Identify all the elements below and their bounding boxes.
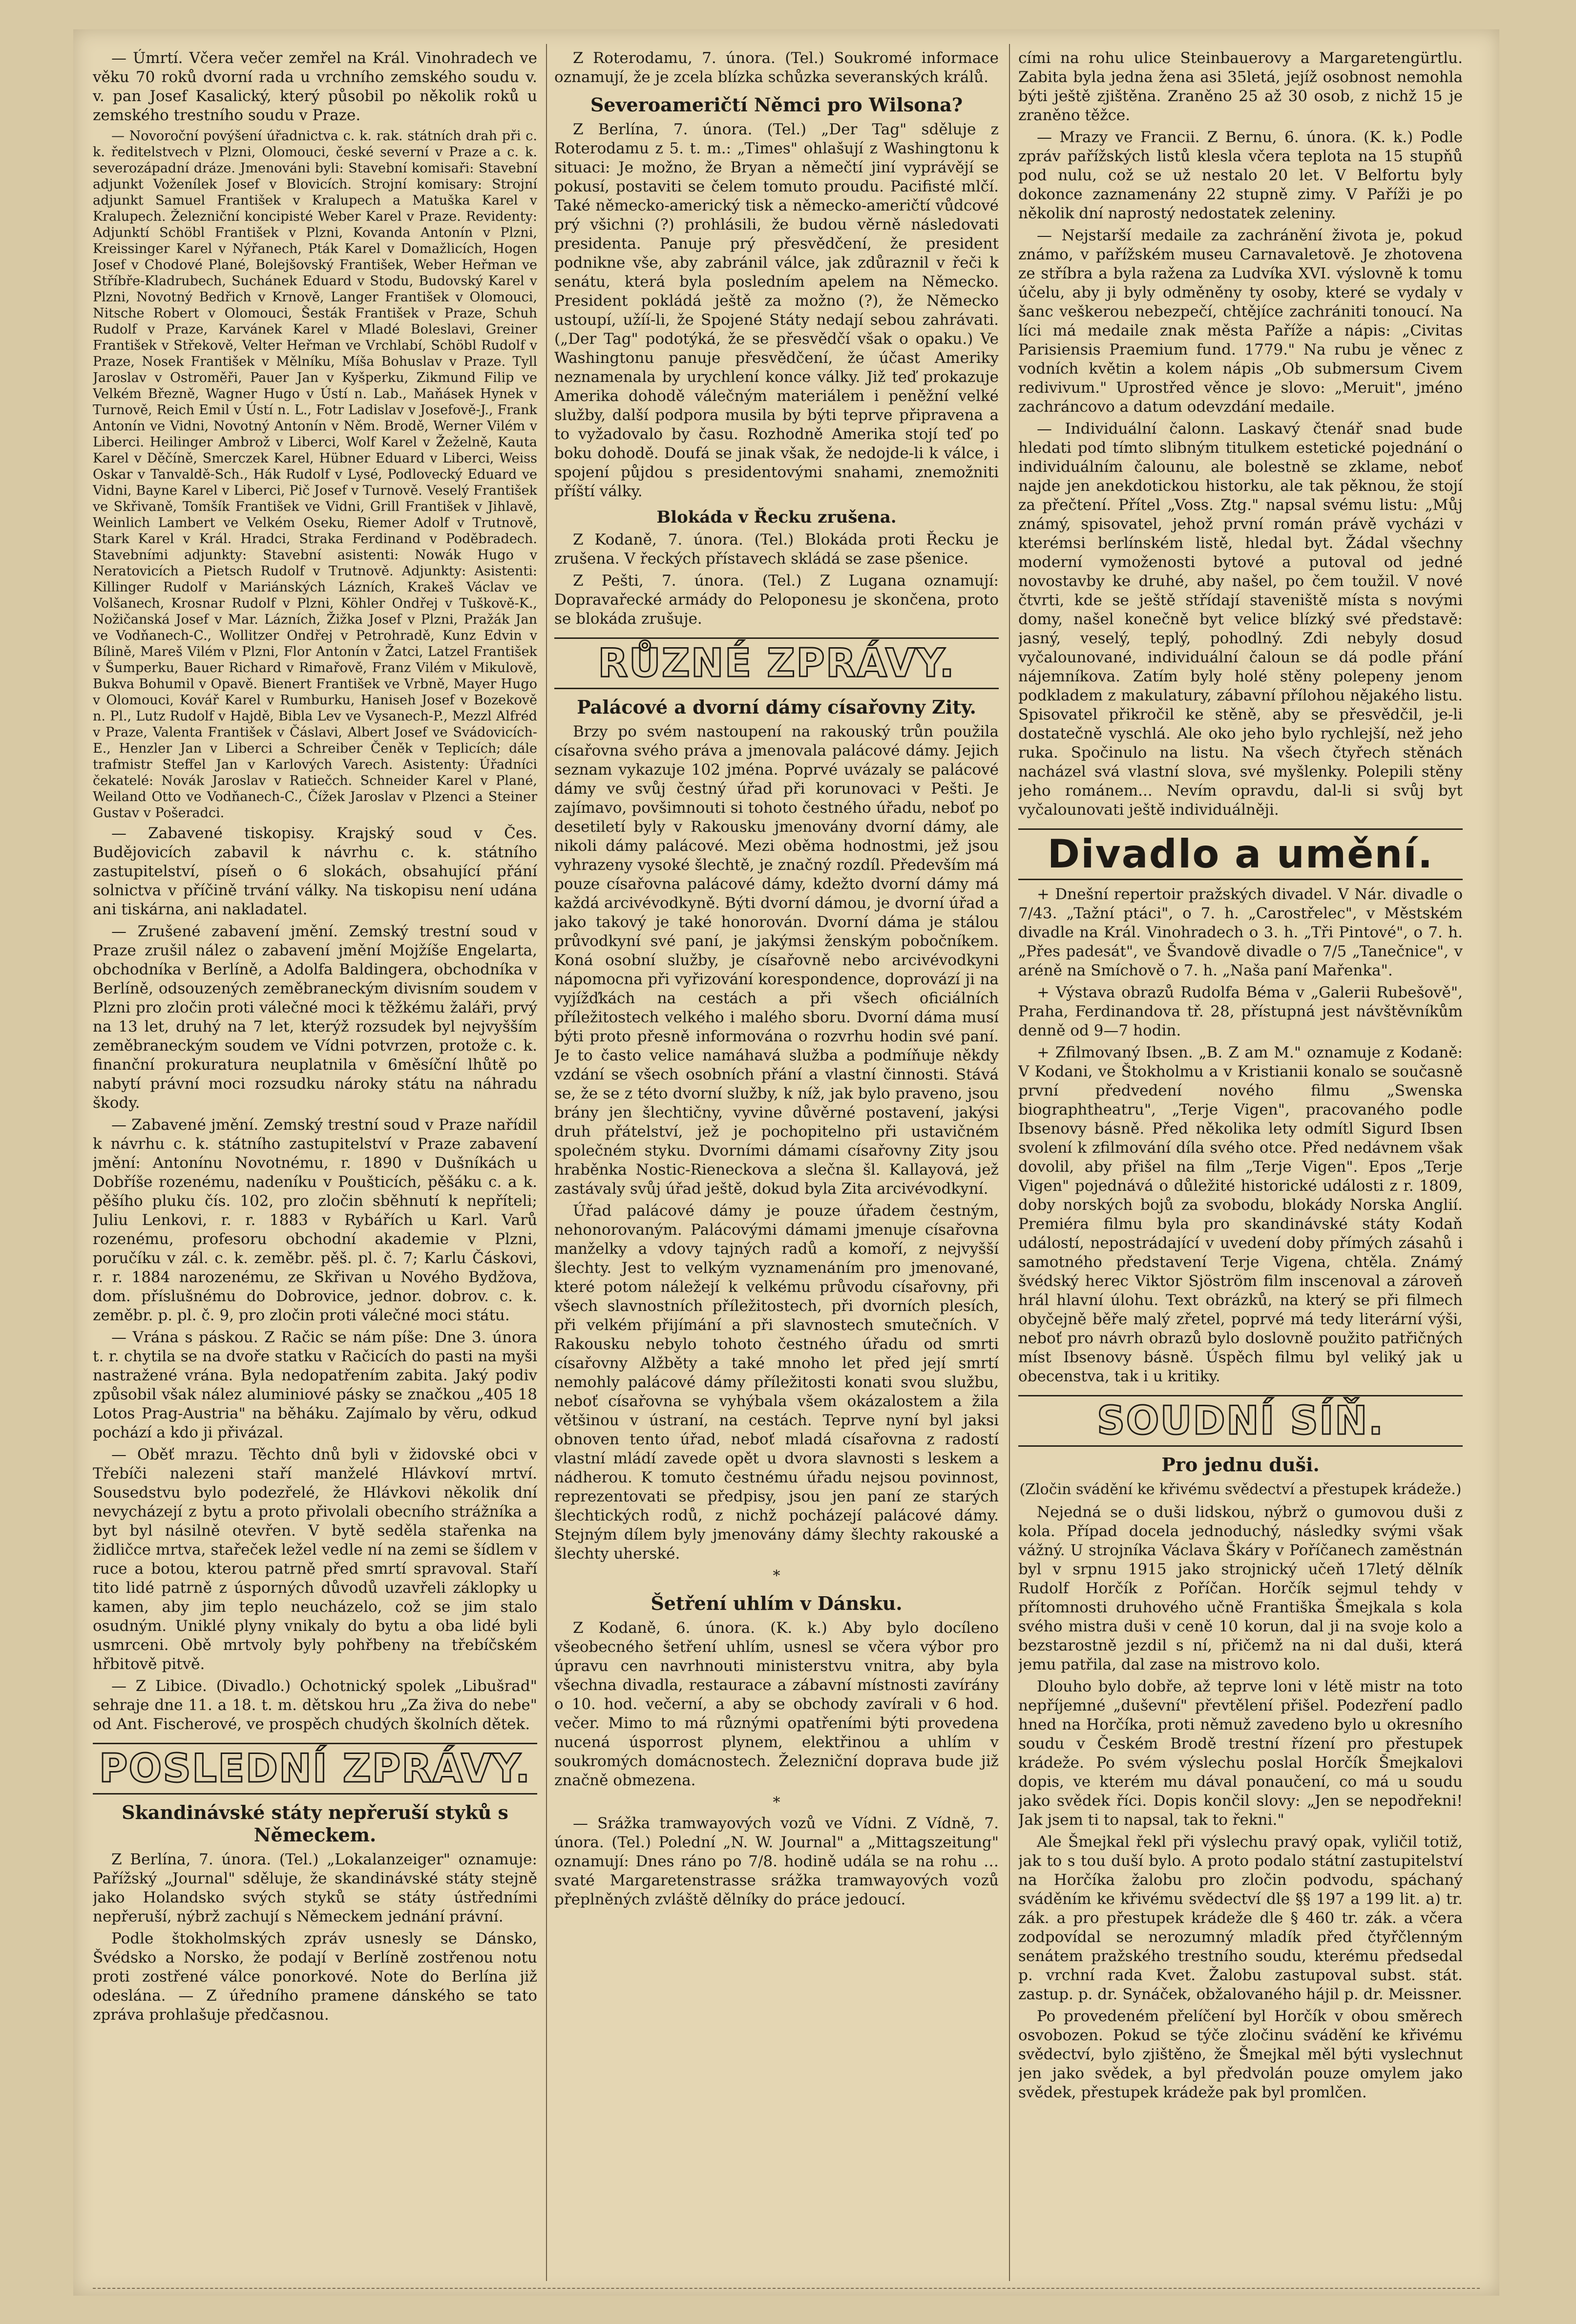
notice-frost-victims: — Oběť mrazu. Těchto dnů byli v židovské obci v Třebíči nalezeni staří manželé Hlávkoví mrtví. Sousedstvu bylo podezřelé, že Hlávkovi několik dní nevycházejí z bytu a proto přivolali obecního strážníka a byt byl násilně otevřen. V bytě seděla stařenka na židličce mrtva, stařeček ležel vedle ní na zemi se šídlem v ruce a botou, kterou patrně před smrtí spravoval. Staří tito lidé patrně z úsporných důvodů uzavřeli záklopky u kamen, aby jim teplo neucházelo, což se jim stalo osudným. Uniklé plyny vnikaly do bytu a oba lidé byli usmrceni. Obě mrtvoly byly pohřbeny na třebíčském hřbitově pitvě. (93, 1446, 537, 1673)
article-heading-german-americans: Severoameričtí Němci pro Wilsona? (590, 94, 963, 116)
section-heading-latest-news: POSLEDNÍ ZPRÁVY. (93, 1743, 537, 1795)
notice-death: — Úmrtí. Včera večer zemřel na Král. Vinohradech ve věku 70 roků dvorní rada u vrchního zemského soudu v. v. pan Josef Kasalický, který působil po několik roků u zemského trestního soudu v Praze. (93, 49, 537, 124)
article-one-tube-p2: Dlouho bylo dobře, až teprve loni v létě mistr na toto nepříjemné „duševní" převtělení přišel. Podezření padlo hned na Horčíka, proti němuž zavedeno bylo u okresního soudu v Českém Brodě trestní řízení pro přestupek krádeže. Po svém výslechu poslal Horčík Šmejkalovi dopis, ve kterém mu dával ponaučení, co má u soudu jako svědek říci. Dopis končil slovy: „Jen se nepodřekni! Jak jsem ti to napsal, tak to řekni." (1018, 1678, 1463, 1829)
column-left (93, 49, 537, 2276)
article-one-tube-p4: Po provedeném přelíčení byl Horčík v obou směrech osvobozen. Pokud se týče zločinu svádění ke křivému svědectví, bylo zjištěno, že Šmejkal měl býti vyslechnut jen jako svědek, a byl předvolán pouze omylem jako svědek, přestupek krádeže pak byl promlčen. (1018, 2007, 1463, 2101)
newspaper-page (73, 29, 1499, 2296)
separator-asterisk: * (773, 1794, 780, 1811)
article-scandinavia-p2: Podle štokholmských zpráv usnesly se Dánsko, Švédsko a Norsko, že podají v Berlíně zostřenou notu proti zostřené válce ponorkové. Note do Berlína již odeslána. — Z úředního pramene dánského se tato zpráva prohlašuje předčasnou. (93, 1930, 537, 2024)
notice-seized-assets: — Zabavené jmění. Zemský trestní soud v Praze nařídil k návrhu c. k. státního zastupitelství v Praze zabavení jmění: Antonínu Novotnému, r. 1890 v Dušníkách u Dobříše rozenému, nadeníku v Poušticích, pěšáku c. a k. pěšího pluku čís. 102, pro zločin sběhnutí k nepříteli; Juliu Lenkovi, r. r. 1883 v Rybářích u Karl. Varů rozenému, profesoru obchodní akademie v Plzni, poručíku v zál. c. k. zeměbr. pěš. pl. č. 7; Karlu Čáskovi, r. r. 1884 narozenému, ze Skřivan u Nového Bydžova, dom. příslušnému do Dobrovice, jednor. dobrov. c. k. zeměbr. p. pl. č. 9, pro zločin proti válečné moci státu. (93, 1116, 537, 1324)
notice-tram-continued: cími na rohu ulice Steinbauerovy a Margaretengürtlu. Zabita byla jedna žena asi 35letá, jejíž osobnost nemohla býti ještě zjištěna. Zraněno 25 až 30 osob, z nichž 15 je zraněno těžce. (1018, 49, 1463, 124)
notice-theatre-repertoire: + Dnešní repertoir pražských divadel. V Nár. divadle o 7/43. „Tažní ptáci", o 7. h. „Carostřelec", v Městském divadle na Král. Vinohradech o 3. h. „Tři Pintové", o 7. h. „Přes padesát", ve Švandově divadle o 7/5 „Tanečnice", v aréně na Smíchově o 7. h. „Naša paní Mařenka". (1018, 886, 1463, 979)
article-one-tube-p3: Ale Šmejkal řekl při výslechu pravý opak, vyličil totiž, jak to s tou duší bylo. A proto podalo státní zastupitelství na Horčíka žalobu pro zločin podvodu, spáchaný sváděním ke křivému svědectví dle §§ 197 a 199 lit. a) tr. zák. a pro přestupek krádeže dle § 460 tr. zák. a včera zodpovídal se nerozumný mladík před čtyřčlenným senátem pražského trestního soudu, kterému předsedal p. vrchní rada Kvet. Žalobu zastupoval subst. stát. zastup. p. dr. Synáček, obžalovaného hájil p. dr. Meissner. (1018, 1833, 1463, 2003)
notice-tram-collision: — Srážka tramwayových vozů ve Vídni. Z Vídně, 7. února. (Tel.) Polední „N. W. Journal" a „Mittagszeitung" oznamují: Dnes ráno po 7/8. hodině udála se na rohu … svaté Margaretenstrasse srážka tramwayových vozů přeplněných zvláště dělníky do práce jedoucí. (554, 1815, 999, 1908)
article-blockade-p1: Z Kodaně, 7. února. (Tel.) Blokáda proti Řecku je zrušena. V řeckých přístavech skládá se zase pšenice. (554, 531, 999, 568)
article-coal-saving-body: Z Kodaně, 6. února. (K. k.) Aby bylo docíleno všeobecného šetření uhlím, usnesl se včera výbor pro úpravu cen navrhnouti ministerstvu vnitra, aby byla všechna divadla, restaurace a zábavní místnosti zavírány o 10. hod. večerní, a aby se obchody zavírali v 6 hod. večer. Mimo to má různými opatřeními býti provedena nucená úsporrost plynem, elektřinou a uhlím v soukromých domácnostech. Železniční doprava bude již značně obmezena. (554, 1619, 999, 1789)
article-heading-scandinavia: Skandinávské státy nepřeruší styků s Německem. (122, 1801, 508, 1846)
article-palace-ladies-p1: Brzy po svém nastoupení na rakouský trůn použila císařovna svého práva a jmenovala palácové dámy. Jejich seznam vykazuje 102 jména. Poprvé uvázaly se palácové dámy ve svůj čestný úřad při korunovaci v Pešti. Je zajímavo, povšimnouti si tohoto čestného úřadu, neboť po desetiletí byly v Rakousku jmenovány dvorní dámy, ale nikoli dámy palácové. Mezi oběma hodnostmi, jež jsou vyhrazeny vysoké šlechtě, je značný rozdíl. Především má pouze císařovna palácové dámy, kdežto dvorní dámy má každá arcivévodkyně. Býti dvorní dámou, je dvorní úřad a jako takový je také honorován. Dvorní dáma je stálou průvodkyní své paní, je jakýmsi ženským pobočníkem. Koná osobní služby, je císařovně nebo arcivévodkyni nápomocna při vyřizování korespondence, doprovází ji na vyjížďkách na cestách a při všech oficiálních příležitostech velkého i malého sboru. Dvorní dáma musí býti proto přesně informována o rozvrhu hodin své paní. Je to často velice namáhavá služba a podmíňuje někdy vzdání se všech osobních přání a vlastní činnosti. Stává se, že se z této dvorní služby, k níž, jak bylo praveno, jsou brány jen šlechtičny, vyvine důvěrné postavení, jakýsi druh přátelství, jež je pochopitelno při ustavičném společném styku. Dvorními dámami císařovny Zity jsou hraběnka Nostic-Rieneckova a slečna šl. Kallayová, jež zastávaly svůj úřad ještě, dokud byla Zita arcivévodkyní. (554, 723, 999, 1198)
notice-bem-exhibition: + Výstava obrazů Rudolfa Béma v „Galerii Rubešově", Praha, Ferdinandova tř. 28, přístupná jest návštěvníkům denně od 9—7 hodin. (1018, 984, 1463, 1039)
section-heading-court-room: SOUDNÍ SÍŇ. (1018, 1395, 1463, 1447)
article-heading-greece-blockade: Blokáda v Řecku zrušena. (656, 507, 897, 527)
notice-libice-theatre: — Z Libice. (Divadlo.) Ochotnický spolek „Libušrad" sehraje dne 11. a 18. t. m. dětskou hru „Za živa do nebe" od Ant. Fischerové, ve prospěch chudých školních dětek. (93, 1677, 537, 1733)
notice-promotions: — Novoroční povýšení úřadnictva c. k. rak. státních drah při c. k. ředitelstvech v Plzni, Olomouci, české severní v Praze a c. k. severozápadní dráze. Jmenováni byli: Stavební komisaři: Stavební adjunkt Voženílek Josef v Blovicích. Strojní komisary: Strojní adjunkt Samuel František v Kralupech a Matuška Karel v Kralupech. Železniční koncipisté Weber Karel v Praze. Revidenty: Adjunktí Schöbl František v Plzni, Kovanda Antonín v Plzni, Kreissinger Karel v Nýřanech, Pták Karel v Domažlicích, Hogen Josef v Chodové Plané, Bolejšovský František, Weber Heřman ve Stříbře-Kladrubech, Suchánek Eduard v Stodu, Budovský Karel v Plzni, Novotný Bedřich v Krnově, Langer František v Olomouci, Nitsche Robert v Olomouci, Šesták František v Praze, Schuh Rudolf v Praze, Karvánek Karel v Mladé Boleslavi, Greiner František v Střekově, Velter Heřman ve Vrchlabí, Schöbl Rudolf v Praze, Nosek František v Mělníku, Míša Bohuslav v Praze. Tyll Jaroslav v Ostroměři, Pauer Jan v Kyšperku, Zikmund Filip ve Velkém Březně, Wagner Hugo v Ústí n. Lab., Maňásek Hynek v Turnově, Reich Emil v Ústí n. L., Fotr Ladislav v Josefově-J., Frank Antonín ve Vidni, Novotný Antonín v Něm. Brodě, Werner Vilém v Liberci. Heilinger Ambrož v Liberci, Wolf Karel v Žeželně, Kauta Karel v Děčíně, Smerczek Karel, Hübner Eduard v Liberci, Weiss Oskar v Tanvaldě-Sch., Hák Rudolf v Lysé, Podlovecký Eduard ve Vidni, Bayne Karel v Liberci, Pič Josef v Turnově. Veselý František ve Skřivaně, Tomšík František ve Vidni, Grill František v Jihlavě, Weinlich Lambert ve Velkém Oseku, Riemer Adolf v Trutnově, Stark Karel v Král. Hradci, Straka Ferdinand v Poděbradech. Stavebními adjunkty: Stavební asistenti: Nowák Hugo v Neratovicích a Pietsch Rudolf v Trutnově. Adjunkty: Asistenti: Killinger Rudolf v Mariánských Lázních, Krakeš Václav ve Volšanech, Krosnar Rudolf v Plzni, Köhler Ondřej v Tuškově-K., Nožičanská Josef v Mar. Lázních, Žižka Josef v Plzni, Pražák Jan ve Vodňanech-C., Wollitzer Ondřej v Petrohradě, Kunz Edvin v Bílině, Mareš Vilém v Plzni, Flor Antonín v Žatci, Latzel František v Šumperku, Bauer Richard v Rimařově, Franz Vilém v Mikulově, Bukva Bohumil v Opavě. Bienert František ve Vrbně, Mayer Hugo v Olomouci, Kovář Karel v Rumburku, Haniseh Josef v Bozekově n. Pl., Lutz Rudolf v Hajdě, Bibla Lev ve Vysanech-P., Mezzl Alfréd v Praze, Valenta František v Čáslavi, Albert Josef ve Svádovicích-E., Henzler Jan v Liberci a Schreiber Čeněk v Teplicích; dále trafmistr Steffel Jan v Karlových Varech. Asistenty: Úřadníci čekatelé: Novák Jaroslav v Ratiečch. Schneider Karel v Plané, Weiland Otto ve Vodňanech-C., Čížek Jaroslav v Plzenci a Steiner Gustav v Pošeradci. (93, 128, 537, 821)
notice-cancelled-seizure: — Zrušené zabavení jmění. Zemský trestní soud v Praze zrušil nález o zabavení jmění Mojžíše Engelarta, obchodníka v Berlíně, a Adolfa Baldingera, obchodníka v Berlíně, odsouzených zeměbraneckým divisním soudem v Plzni pro zločin proti válečné moci k těžkému žaláři, prvý na 13 let, druhý na 7 let, kterýž rozsudek byl nejvyšším zeměbraneckým soudem ve Vídni potvrzen, protože c. k. finanční prokuratura neuplatnila v 6měsíční lhůtě po nabytí právní moci rozsudku nároky státu na náhradu škody. (93, 923, 537, 1112)
column-middle (554, 49, 999, 2276)
notice-ibsen-film: + Zfilmovaný Ibsen. „B. Z am M." oznamuje z Kodaně: V Kodani, ve Štokholmu a v Kristianii konalo se současně první předvedení nového filmu „Swenska biographtheatru", „Terje Vigen", pracovaného podle Ibsenovy básně. Před několika lety odmítl Sigurd Ibsen svolení k zfilmování díla svého otce. Před nedávnem však dovolil, aby přišel na film „Terje Vigen". Epos „Terje Vigen" pojednává o důležité historické události z r. 1809, doby norských bojů za svobodu, blokády Norska Anglií. Premiéra filmu byla pro skandinávské státy Kodaň událostí, nepostrádající v uvedení doby přímých zásahů i samotného představení Terje Vigena, chtěla. Známý švédský herec Viktor Sjöström film inscenoval a zároveň hrál hlavní úlohu. Text obrázků, na který se při filmech obyčejně běře malý zřetel, poprvé má tedy literární výši, neboť pro návrh obrazů bylo doslovně použito patřičných míst Ibsenovy básně. Úspěch filmu byl veliký jak u obecenstva, tak i u kritiky. (1018, 1044, 1463, 1385)
article-subheading-one-tube: (Zločin svádění ke křivému svědectví a přestupek krádeže.) (1019, 1481, 1462, 1498)
notice-france-frost: — Mrazy ve Francii. Z Bernu, 6. února. (K. k.) Podle zpráv pařížských listů klesla včera teplota na 15 stupňů pod nulu, což se už nestalo 20 let. V Belfortu byly dokonce zaznamenány 22 stupně zimy. V Paříži je po několik dní naprostý nedostatek zeleniny. (1018, 128, 1463, 222)
column-right (1018, 49, 1463, 2276)
article-palace-ladies-p2: Úřad palácové dámy je pouze úřadem čestným, nehonorovaným. Palácovými dámami jmenuje císařovna manželky a vdovy tajných radů a komoří, z nejvyšší šlechty. Jest to velkým vyznamenáním pro jmenované, které potom náležejí k velkému průvodu císařovny, při všech slavnostních příležitostech, při dvorních plesích, při velkém přijímání a při slavnostech smutečních. V Rakousku nebylo tohoto čestného úřadu od smrti císařovny Alžběty a také mnoho let před její smrtí nemohly palácové dámy příležitosti konati svou službu, neboť císařovna se vyhýbala všem okázalostem a žila většinou v ústraní, na cestách. Teprve nyní byl jaksi obnoven tento úřad, neboť mladá císařovna z radostí vlastní mládí zavede opět u dvora slavnosti s leskem a nádherou. K tomuto čestnému úřadu nejsou povinnost, reprezentovati se předpisy, jsou jen paní ze starých šlechtických rodů, z nichž pocházejí palácové dámy. Stejným dílem byly jmenovány dámy šlechty rakouské a šlechty uherské. (554, 1202, 999, 1563)
notice-confiscated-prints: — Zabavené tiskopisy. Krajský soud v Čes. Budějovicích zabavil k návrhu c. k. státního zastupitelství, píseň o 6 slokách, obsahující přání solnictva v příčině trvání války. Na tiskopisu není udána ani tiskárna, ani nakladatel. (93, 824, 537, 918)
article-scandinavia-p1: Z Berlína, 7. února. (Tel.) „Lokalanzeiger" oznamuje: Pařížský „Journal" sděluje, že skandinávské státy stejně jako Holandsko svých styků se státy ústředními nepřeruší, nýbrž zachují s Německem jednání právní. (93, 1851, 537, 1925)
separator-asterisk: * (773, 1567, 780, 1585)
notice-oldest-medal: — Nejstarší medaile za zachránění života je, pokud známo, v pařížském museu Carnavaletově. Je zhotovena ze stříbra a byla ražena za Ludvíka XVI. výslovně k tomu účelu, aby ji byly odměněny ty osoby, které se vydaly v šanc veškerou nebezpečí, chtějíce zachrániti tonoucí. Na líci má medaile znak města Paříže a nápis: „Civitas Parisiensis Praemium fund. 1779." Na rubu je věnec z vodních květin a kolem nápis „Ob submersum Civem redivivum." Uprostřed věnce je slovo: „Meruit", jméno zachráncovo a datum odevzdání medaile. (1018, 227, 1463, 416)
article-blockade-p2: Z Pešti, 7. února. (Tel.) Z Lugana oznamují: Dopravařecké armády do Peloponesu je skončena, proto se blokáda zrušuje. (554, 572, 999, 628)
page-bottom-rule (93, 2288, 1480, 2291)
column-rule (546, 44, 547, 2281)
section-heading-theatre-art: Divadlo a umění. (1018, 828, 1463, 880)
article-heading-coal-saving: Šetření uhlím v Dánsku. (651, 1592, 903, 1614)
article-heading-palace-ladies: Palácové a dvorní dámy císařovny Zity. (577, 696, 976, 718)
article-heading-one-tube: Pro jednu duši. (1161, 1454, 1320, 1476)
article-german-americans-body: Z Berlína, 7. února. (Tel.) „Der Tag" sděluje z Roterodamu z 5. t. m.: „Times" ohlašují z Washingtonu k situaci: Je možno, že Bryan a němečtí jiní vyprávějí se pokusí, postaviti se čelem tomuto proudu. Pacifisté mlčí. Také německo-americký tisk a německo-američtí vůdcové prý všichni (?) prohlásili, že budou věrně následovati presidenta. Panuje prý přesvědčení, že president podnikne vše, aby zabránil válce, jak zdůraznil v řeči k senátu, která byla posledním apelem na Německo. President pokládá ještě za možno (?), že Německo ustoupí, užíí-li, že Spojené Státy nedají sebou zahrávati. („Der Tag" podotýká, že se přesvědčí však o opaku.) Ve Washingtonu panuje přesvědčení, že účast Ameriky neznamenala by urychlení konce války. Již teď prokazuje Amerika dohodě válečným materiálem i peněžní velké služby, další podpora musila by býti teprve připravena a to vyžadovalo by času. Rozhodně Amerika stojí teď po boku dohodě. Doufá se jinak však, že nedojde-li k válce, i spojení půjdou s presidentovými snahami, znemožniti příští války. (554, 121, 999, 500)
section-heading-various-news: RŮZNÉ ZPRÁVY. (554, 637, 999, 689)
notice-rotterdam: Z Roterodamu, 7. února. (Tel.) Soukromé informace oznamují, že je zcela blízka schůzka severanských králů. (554, 49, 999, 86)
notice-individual-wallpaper: — Individuální čalonn. Laskavý čtenář snad bude hledati pod tímto slibným titulkem estetické pojednání o individuálním čalounu, ale bolestně se zklame, neboť najde jen anekdotickou historku, ale tak pěknou, že stojí za přečtení. Přítel „Voss. Ztg." napsal svému listu: „Můj známý, spisovatel, jehož první román právě vycházi v kterémsi berlínském listě, hledal byt. Žádal všechny moderní vymoženosti bytové a putoval od jedné novostavby ke druhé, aby našel, po čem toužil. V nové čtvrti, kde se ještě střídají staveniště místa s novými domy, našel konečně byt velice blízký své představě: jasný, veselý, teplý, pohodlný. Zdi nebyly dosud vyčalounované, individuální čaloun se dá podle přání nájemníkova. Zatím byly holé stěny polepeny jenom podkladem z makulatury, zábavní přílohou nějakého listu. Spisovatel přikročil ke stěně, aby se přesvědčil, je-li dostatečně vyschlá. Ale oko jeho bylo rychlejší, než jeho ruka. Spočinulo na listu. Na všech čtyřech stěnách nacházel svá vlastní slova, své myšlenky. Polepili stěny jeho románem... Nevím opravdu, dal-li si svůj byt vyčalounovati ještě individuálněji. (1018, 420, 1463, 819)
notice-ringed-crow: — Vrána s páskou. Z Račic se nám píše: Dne 3. února t. r. chytila se na dvoře statku v Račicích do pasti na myši nastražené vrána. Byla nedopatřením zabita. Jaký podiv způsobil však nález aluminiové pásky se značkou „405 18 Lotos Prag-Austria" na běháku. Zajímalo by věru, odkud pochází a kdo ji přivázal. (93, 1329, 537, 1441)
column-rule (1009, 44, 1010, 2281)
article-one-tube-p1: Nejedná se o duši lidskou, nýbrž o gumovou duši z kola. Případ docela jednoduchý, následky svými však vážný. U strojníka Václava Škáry v Poříčanech zaměstnán byl v srpnu 1915 jako strojnický učeň 17letý dělník Rudolf Horčík z Poříčan. Horčík sejmul tehdy v přítomnosti druhového učně Františka Šmejkala s kola svého mistra duši v ceně 10 korun, dal ji na svoje kolo a bezstarostně jezdil s ní, přičemž na ni dal duši, která jemu patřila, dal zase na mistrovo kolo. (1018, 1503, 1463, 1673)
